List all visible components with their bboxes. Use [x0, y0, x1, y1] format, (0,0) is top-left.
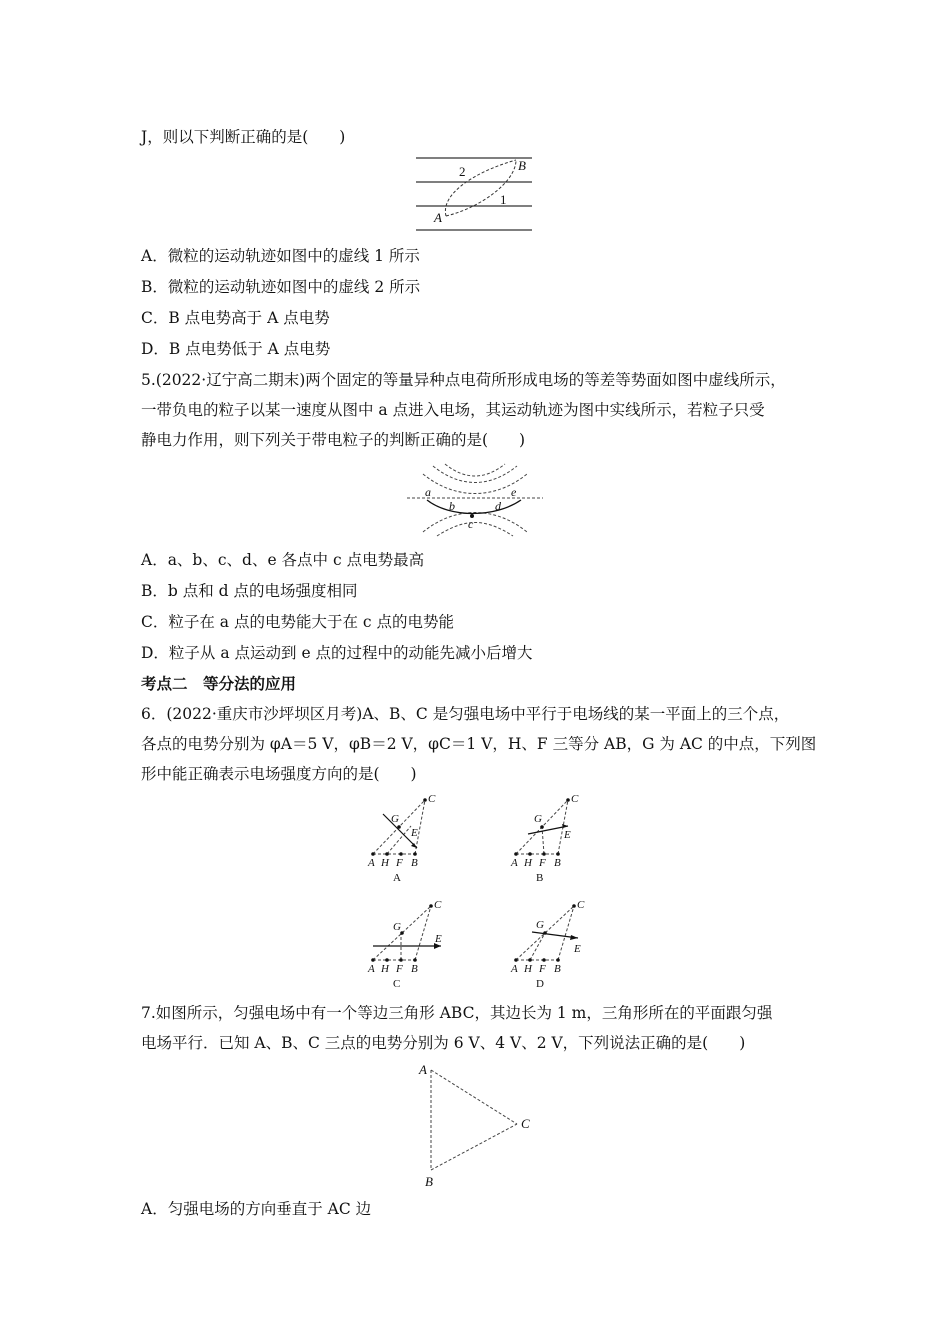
- q5-option-d: D．粒子从 a 点运动到 e 点的过程中的动能先减小后增大: [141, 644, 533, 662]
- svg-text:C: C: [428, 793, 436, 805]
- svg-text:F: F: [396, 857, 403, 869]
- q6-stem-line-3: 形中能正确表示电场强度方向的是( ): [141, 765, 417, 783]
- svg-text:F: F: [539, 857, 546, 869]
- q4-label-2: 2: [459, 164, 466, 179]
- svg-text:B: B: [554, 857, 561, 869]
- q7-stem-line-1: 7.如图所示，匀强电场中有一个等边三角形 ABC，其边长为 1 m，三角形所在的平面跟匀强: [141, 1004, 773, 1022]
- q5-label-c: c: [468, 517, 474, 531]
- q5-option-b: B．b 点和 d 点的电场强度相同: [141, 582, 358, 600]
- q5-label-e: e: [511, 485, 517, 499]
- q6-figure-c: [365, 896, 455, 992]
- svg-text:F: F: [539, 963, 546, 975]
- svg-text:E: E: [564, 829, 571, 841]
- svg-text:G: G: [534, 813, 542, 825]
- q6-caption-b: B: [536, 872, 544, 884]
- svg-text:C: C: [434, 899, 442, 911]
- q7-figure: [415, 1060, 545, 1192]
- q5-stem-line-1: 5.(2022·辽宁高二期末)两个固定的等量异种点电荷所形成电场的等差等势面如图中虚线所示，: [141, 371, 786, 389]
- q4-option-d: D．B 点电势低于 A 点电势: [141, 340, 331, 358]
- svg-text:E: E: [574, 943, 581, 955]
- section-title: 考点二 等分法的应用: [141, 674, 297, 693]
- q4-figure: [410, 152, 540, 236]
- q5-option-c: C．粒子在 a 点的电势能大于在 c 点的电势能: [141, 613, 454, 631]
- q6-figure-a: [365, 790, 445, 886]
- svg-text:G: G: [536, 919, 544, 931]
- svg-text:A: A: [511, 857, 518, 869]
- svg-text:H: H: [524, 963, 532, 975]
- svg-text:B: B: [411, 963, 418, 975]
- q7-option-a: A．匀强电场的方向垂直于 AC 边: [141, 1200, 372, 1218]
- q5-stem-line-2: 一带负电的粒子以某一速度从图中 a 点进入电场，其运动轨迹为图中实线所示，若粒子只受: [141, 401, 765, 419]
- svg-text:C: C: [571, 793, 579, 805]
- svg-text:E: E: [411, 827, 418, 839]
- q5-label-d: d: [495, 499, 501, 513]
- svg-text:H: H: [381, 857, 389, 869]
- q5-label-a: a: [425, 485, 431, 499]
- q7-label-A: A: [419, 1062, 427, 1077]
- svg-text:G: G: [393, 921, 401, 933]
- svg-text:H: H: [524, 857, 532, 869]
- svg-text:B: B: [554, 963, 561, 975]
- q6-stem-line-1: 6．(2022·重庆市沙坪坝区月考)A、B、C 是匀强电场中平行于电场线的某一平面上的三个点，: [141, 705, 790, 723]
- q6-stem-line-2: 各点的电势分别为 φA＝5 V，φB＝2 V，φC＝1 V，H、F 三等分 AB，G 为 AC 的中点，下列图: [141, 735, 817, 753]
- q7-label-B: B: [425, 1174, 433, 1189]
- q5-label-b: b: [449, 499, 455, 513]
- q6-caption-a: A: [393, 872, 401, 884]
- q4-option-a: A．微粒的运动轨迹如图中的虚线 1 所示: [141, 247, 420, 265]
- q4-option-b: B．微粒的运动轨迹如图中的虚线 2 所示: [141, 278, 421, 296]
- q4-option-c: C．B 点电势高于 A 点电势: [141, 309, 330, 327]
- q4-stem-tail: J，则以下判断正确的是( ): [141, 128, 346, 146]
- q6-caption-c: C: [393, 978, 401, 990]
- q4-label-A: A: [434, 210, 442, 225]
- svg-text:C: C: [577, 899, 585, 911]
- q6-figure-b: [508, 790, 588, 886]
- svg-text:H: H: [381, 963, 389, 975]
- q6-caption-d: D: [536, 978, 544, 990]
- q7-label-C: C: [521, 1116, 530, 1131]
- svg-text:F: F: [396, 963, 403, 975]
- svg-text:A: A: [368, 857, 375, 869]
- q5-option-a: A．a、b、c、d、e 各点中 c 点电势最高: [141, 551, 425, 569]
- svg-text:A: A: [368, 963, 375, 975]
- q4-label-1: 1: [500, 192, 507, 207]
- svg-text:B: B: [411, 857, 418, 869]
- q5-stem-line-3: 静电力作用，则下列关于带电粒子的判断正确的是( ): [141, 431, 526, 449]
- q5-figure: [405, 460, 545, 540]
- q7-stem-line-2: 电场平行．已知 A、B、C 三点的电势分别为 6 V、4 V、2 V，下列说法正确的是( ): [141, 1034, 746, 1052]
- svg-text:A: A: [511, 963, 518, 975]
- q6-figure-d: [508, 896, 598, 992]
- svg-text:E: E: [435, 933, 442, 945]
- q4-label-B: B: [518, 158, 526, 173]
- svg-text:G: G: [391, 813, 399, 825]
